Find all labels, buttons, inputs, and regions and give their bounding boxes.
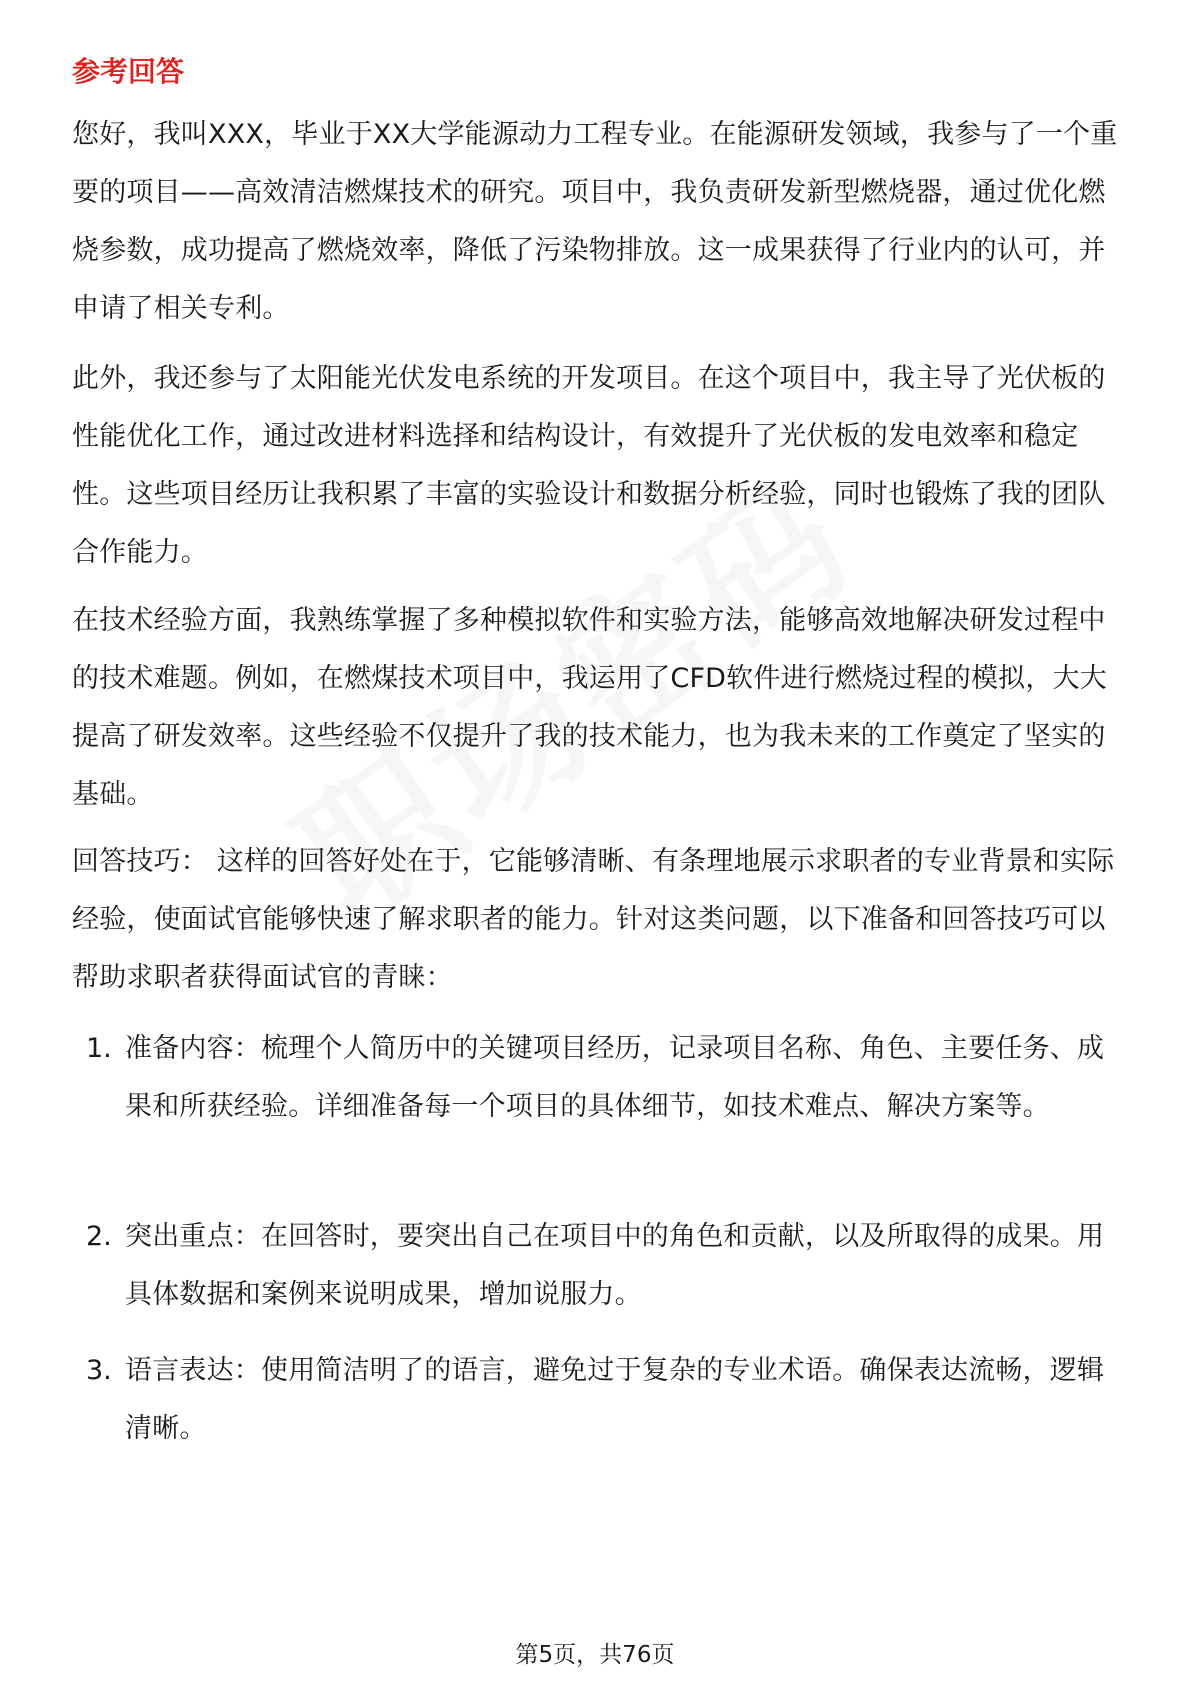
list-item [72, 1342, 1132, 1458]
paragraph-solar-project: 此外，我还参与了太阳能光伏发电系统的开发项目。在这个项目中，我主导了光伏板的性能优化工作，通过改进材料选择和结构设计，有效提升了光伏板的发电效率和稳定性。这些项目经历让我积累了丰富的实验设计和数据分析经验，同时也锻炼了我的团队合作能力。 [72, 363, 1106, 568]
list-item-text: 准备内容：梳理个人简历中的关键项目经历，记录项目名称、角色、主要任务、成果和所获经验。详细准备每一个项目的具体细节，如技术难点、解决方案等。 [125, 1033, 1105, 1122]
section-heading: 参考回答 [72, 55, 185, 88]
list-item-number: 3. [86, 1355, 112, 1386]
list-item [72, 1020, 1132, 1136]
list-item-text: 突出重点：在回答时，要突出自己在项目中的角色和贡献，以及所取得的成果。用具体数据和案例来说明成果，增加说服力。 [125, 1221, 1105, 1310]
paragraph-tech-experience: 在技术经验方面，我熟练掌握了多种模拟软件和实验方法，能够高效地解决研发过程中的技术难题。例如，在燃煤技术项目中，我运用了CFD软件进行燃烧过程的模拟，大大提高了研发效率。这些经验不仅提升了我的技术能力，也为我未来的工作奠定了坚实的基础。 [72, 605, 1107, 810]
list-item-number: 2. [86, 1221, 112, 1252]
list-item [72, 1208, 1132, 1324]
list-item-text: 语言表达：使用简洁明了的语言，避免过于复杂的专业术语。确保表达流畅，逻辑清晰。 [125, 1355, 1105, 1444]
paragraph-answer-tips: 回答技巧： 这样的回答好处在于，它能够清晰、有条理地展示求职者的专业背景和实际经验，使面试官能够快速了解求职者的能力。针对这类问题，以下准备和回答技巧可以帮助求职者获得面试官的青睐： [72, 846, 1115, 993]
paragraph-intro: 您好，我叫XXX，毕业于XX大学能源动力工程专业。在能源研发领域，我参与了一个重要的项目——高效清洁燃煤技术的研究。项目中，我负责研发新型燃烧器，通过优化燃烧参数，成功提高了燃烧效率，降低了污染物排放。这一成果获得了行业内的认可，并申请了相关专利。 [72, 119, 1118, 324]
page-number-footer: 第5页，共76页 [515, 1642, 675, 1668]
list-item-number: 1. [86, 1033, 112, 1064]
